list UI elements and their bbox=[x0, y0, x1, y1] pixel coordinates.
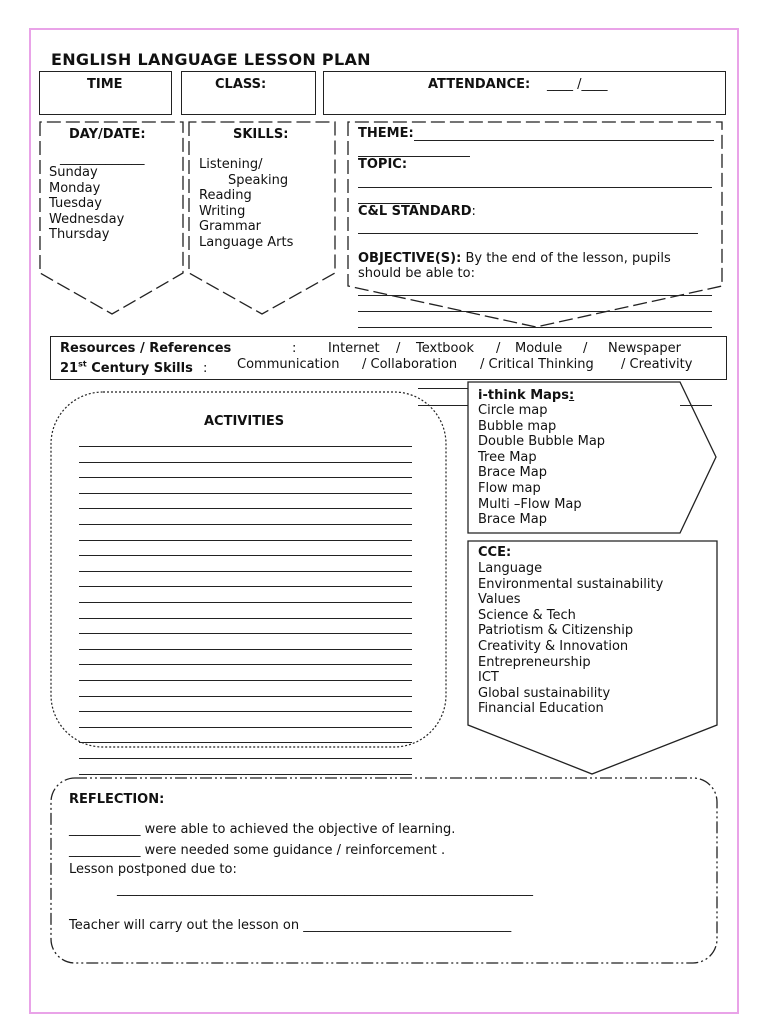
resource-sep: / bbox=[396, 341, 401, 356]
activity-line[interactable] bbox=[79, 477, 412, 478]
attendance-blank[interactable]: ____ /____ bbox=[547, 77, 608, 92]
activity-line[interactable] bbox=[79, 493, 412, 494]
resources-colon: : bbox=[292, 341, 297, 356]
resource-item[interactable]: Newspaper bbox=[608, 341, 681, 356]
cce-item[interactable]: Values bbox=[478, 592, 521, 608]
postponed-reason-blank[interactable]: ________________________________________________________________ bbox=[117, 882, 533, 897]
cce-item[interactable]: Creativity & Innovation bbox=[478, 638, 629, 654]
activity-line[interactable] bbox=[79, 774, 412, 775]
activity-line[interactable] bbox=[79, 555, 412, 556]
activity-line[interactable] bbox=[79, 571, 412, 572]
activity-line[interactable] bbox=[79, 758, 412, 759]
cce-item[interactable]: Environmental sustainability bbox=[478, 576, 664, 592]
activity-line[interactable] bbox=[79, 680, 412, 681]
ithink-list bbox=[478, 403, 605, 528]
theme-label: THEME: bbox=[358, 126, 414, 141]
day-list bbox=[49, 165, 124, 243]
ithink-item[interactable]: Tree Map bbox=[478, 449, 537, 465]
century-skills-label: 21st Century Skills bbox=[60, 360, 193, 377]
resources-label: Resources / References bbox=[60, 341, 232, 356]
theme-line[interactable] bbox=[414, 140, 714, 141]
ithink-item[interactable]: Multi –Flow Map bbox=[478, 496, 582, 512]
skill-item[interactable]: Reading bbox=[199, 188, 252, 204]
objective-label: OBJECTIVE(S): bbox=[358, 251, 462, 266]
topic-label: TOPIC: bbox=[358, 157, 408, 172]
cce-item[interactable]: Financial Education bbox=[478, 701, 604, 717]
activity-line[interactable] bbox=[79, 727, 412, 728]
cce-item[interactable]: Patriotism & Citizenship bbox=[478, 623, 634, 639]
objective-text: OBJECTIVE(S): By the end of the lesson, pupils bbox=[358, 251, 671, 266]
standard-line[interactable] bbox=[358, 233, 698, 234]
activity-line[interactable] bbox=[79, 446, 412, 447]
day-item[interactable]: Thursday bbox=[49, 227, 110, 243]
day-date-blank[interactable]: _____________ bbox=[60, 151, 145, 166]
skill-item[interactable]: Grammar bbox=[199, 219, 262, 235]
ithink-item[interactable]: Double Bubble Map bbox=[478, 434, 606, 450]
skill-item[interactable]: Listening/ bbox=[199, 157, 263, 172]
ithink-item[interactable]: Bubble map bbox=[478, 418, 557, 434]
century-skills-row: 21st Century Skills : bbox=[60, 360, 208, 377]
objective-line[interactable] bbox=[358, 327, 712, 328]
activity-line[interactable] bbox=[79, 462, 412, 463]
activity-line[interactable] bbox=[79, 586, 412, 587]
skill-item[interactable]: Language Arts bbox=[199, 234, 294, 250]
cce-item[interactable]: Global sustainability bbox=[478, 685, 611, 701]
stray-line bbox=[680, 405, 712, 406]
standard-label: C&L STANDARD: bbox=[358, 204, 476, 219]
activity-line[interactable] bbox=[79, 524, 412, 525]
century-skill-item[interactable]: / Creativity bbox=[621, 357, 693, 372]
reflection-line-3: Lesson postponed due to: bbox=[69, 862, 237, 877]
skills-list bbox=[199, 157, 293, 251]
stray-line bbox=[418, 405, 468, 406]
cce-item[interactable]: ICT bbox=[478, 670, 499, 686]
century-skill-item[interactable]: Communication bbox=[237, 357, 340, 372]
objective-text-2: should be able to: bbox=[358, 266, 475, 281]
cce-list bbox=[478, 561, 663, 717]
activity-line[interactable] bbox=[79, 664, 412, 665]
resource-item[interactable]: Module bbox=[515, 341, 563, 356]
ithink-item[interactable]: Brace Map bbox=[478, 512, 547, 528]
activity-line[interactable] bbox=[79, 649, 412, 650]
resource-sep: / bbox=[496, 341, 501, 356]
activity-line[interactable] bbox=[79, 711, 412, 712]
skill-item[interactable]: Speaking bbox=[228, 172, 289, 188]
activity-line[interactable] bbox=[79, 633, 412, 634]
day-date-label: DAY/DATE: bbox=[69, 127, 146, 142]
page-title: ENGLISH LANGUAGE LESSON PLAN bbox=[51, 50, 371, 69]
day-item[interactable]: Wednesday bbox=[49, 211, 125, 227]
objective-line[interactable] bbox=[358, 311, 712, 312]
reflection-line-2[interactable]: ___________ were needed some guidance / reinforcement . bbox=[69, 843, 446, 858]
day-item[interactable]: Monday bbox=[49, 180, 101, 196]
day-item[interactable]: Tuesday bbox=[49, 196, 102, 212]
cce-item[interactable]: Language bbox=[478, 561, 543, 576]
century-skill-item[interactable]: / Collaboration bbox=[362, 357, 458, 372]
ithink-label: i-think Maps: bbox=[478, 388, 575, 403]
reflection-line-5[interactable]: Teacher will carry out the lesson on ________________________________ bbox=[69, 918, 512, 933]
resources-row bbox=[60, 341, 231, 357]
topic-line[interactable] bbox=[358, 187, 712, 188]
reflection-label: REFLECTION: bbox=[69, 792, 165, 807]
resource-item[interactable]: Internet bbox=[328, 341, 380, 356]
stray-line bbox=[418, 388, 468, 389]
cce-label: CCE: bbox=[478, 545, 512, 560]
resource-sep: / bbox=[583, 341, 588, 356]
ithink-item[interactable]: Brace Map bbox=[478, 465, 547, 481]
activity-line[interactable] bbox=[79, 696, 412, 697]
ithink-item[interactable]: Flow map bbox=[478, 480, 541, 496]
activity-line[interactable] bbox=[79, 540, 412, 541]
skills-label: SKILLS: bbox=[233, 127, 289, 142]
time-label: TIME bbox=[87, 77, 123, 92]
activity-line[interactable] bbox=[79, 508, 412, 509]
activity-line[interactable] bbox=[79, 742, 412, 743]
attendance-label: ATTENDANCE: bbox=[428, 77, 531, 92]
skill-item[interactable]: Writing bbox=[199, 203, 246, 219]
century-skill-item[interactable]: / Critical Thinking bbox=[480, 357, 594, 372]
activity-line[interactable] bbox=[79, 602, 412, 603]
activity-line[interactable] bbox=[79, 618, 412, 619]
reflection-line-1[interactable]: ___________ were able to achieved the objective of learning. bbox=[69, 822, 456, 837]
cce-item[interactable]: Entrepreneurship bbox=[478, 654, 591, 670]
objective-line[interactable] bbox=[358, 295, 712, 296]
activities-label: ACTIVITIES bbox=[204, 414, 285, 429]
class-label: CLASS: bbox=[215, 77, 267, 92]
day-item[interactable]: Sunday bbox=[49, 165, 98, 180]
ithink-item[interactable]: Circle map bbox=[478, 403, 548, 418]
cce-item[interactable]: Science & Tech bbox=[478, 607, 576, 623]
resource-item[interactable]: Textbook bbox=[416, 341, 474, 356]
